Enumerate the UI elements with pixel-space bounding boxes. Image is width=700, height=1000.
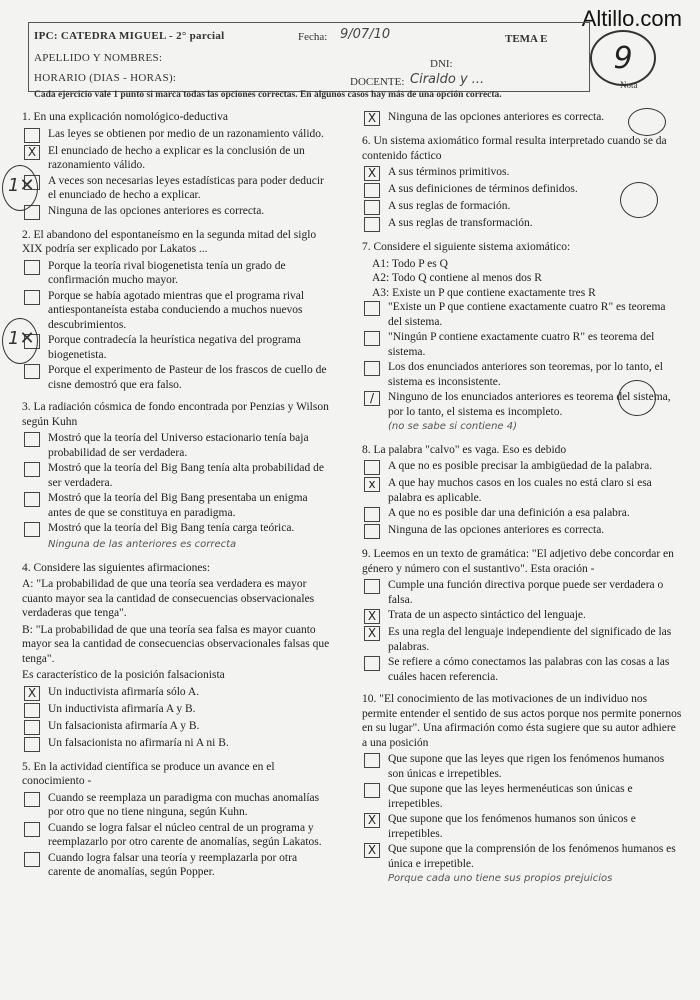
answer-option (362, 506, 682, 522)
answer-checkbox[interactable]: X (364, 626, 380, 641)
answer-option-text: Cuando se reemplaza un paradigma con muchas anomalías por otro que no tiene ninguna, según Kuhn. (48, 791, 320, 818)
question-stem: 4. Considere las siguientes afirmaciones: (22, 561, 211, 574)
answer-option-text: Es una regla del lenguaje independiente del significado de las palabras. (388, 626, 672, 653)
answer-option-text: A veces son necesarias leyes estadísticas para poder deducir el enunciado de hecho a explicar. (48, 174, 324, 201)
statement: Es característico de la posición falsacionista (22, 669, 225, 681)
watermark: Altillo.com (581, 6, 682, 31)
answer-option-text: Un falsacionista afirmaría A y B. (48, 719, 200, 732)
handwritten-note: Ninguna de las anteriores es correcta (48, 539, 237, 550)
fecha-label: Fecha: (298, 31, 328, 43)
answer-option (22, 736, 332, 752)
header-title: IPC: CATEDRA MIGUEL - 2° parcial (34, 30, 225, 42)
question (362, 443, 682, 540)
axiom-list (362, 257, 682, 301)
answer-option (22, 521, 332, 537)
wrong-mark-q2-text: 1✕ (8, 328, 35, 349)
apellido-label: APELLIDO Y NOMBRES: (34, 52, 163, 64)
answer-checkbox[interactable] (24, 720, 40, 735)
answer-option (362, 812, 682, 841)
answer-option-text: Los dos enunciados anteriores son teoremas, por lo tanto, el sistema es inconsistente. (388, 361, 663, 388)
answer-checkbox[interactable]: X (364, 609, 380, 624)
statement: B: "La probabilidad de que una teoría sea falsa es mayor cuanto mayor sea la cantidad de consecuencias observacionales falsas que tenga". (22, 623, 330, 665)
answer-option (22, 204, 332, 220)
axiom: A1: Todo P es Q (372, 257, 448, 270)
answer-option-text: Mostró que la teoría del Big Bang tenía carga teórica. (48, 522, 295, 534)
question-stem: 1. En una explicación nomológico-deductiva (22, 111, 228, 123)
answer-option (362, 782, 682, 811)
answer-option (362, 578, 682, 607)
question (22, 400, 332, 553)
nota-label: Nota (620, 80, 638, 90)
answer-option (22, 685, 332, 701)
answer-option (22, 461, 332, 490)
answer-option-text: Se refiere a cómo conectamos las palabras con las cosas a las cuáles hacen referencia. (388, 656, 670, 683)
answer-checkbox[interactable] (364, 783, 380, 798)
docente-value: Ciraldo y ... (410, 72, 485, 87)
answer-option-text: A sus términos primitivos. (388, 166, 510, 178)
answer-option-text: Un inductivista afirmaría sólo A. (48, 685, 200, 698)
answer-option-text: Un inductivista afirmaría A y B. (48, 702, 196, 715)
answer-checkbox[interactable] (24, 128, 40, 143)
answer-option (362, 330, 682, 359)
answer-checkbox[interactable] (24, 364, 40, 379)
answer-option-text: A que no es posible precisar la ambigüedad de la palabra. (388, 460, 653, 472)
answer-option (362, 842, 682, 871)
answer-checkbox[interactable] (24, 852, 40, 867)
answer-option (362, 476, 682, 505)
handwritten-note: Porque cada uno tiene sus propios prejuicios (388, 873, 613, 884)
axiom: A2: Todo Q contiene al menos dos R (372, 272, 542, 284)
question-stem: 3. La radiación cósmica de fondo encontrada por Penzias y Wilson según Kuhn (22, 401, 329, 428)
answer-option (362, 625, 682, 654)
answer-option (362, 608, 682, 624)
question-stem: 10. "El conocimiento de las motivaciones de un individuo nos permite entender el sentido de sus actos porque nos permite ponernos en su lugar". Una afirmación como ésta sugiere que su autor adhiere a una posición (362, 693, 682, 749)
answer-option-text: Ninguna de las opciones anteriores es correcta. (48, 204, 265, 217)
answer-option-text: Mostró que la teoría del Big Bang presentaba un enigma antes de que se constituya en paradigma. (48, 492, 308, 519)
answer-option-text: Porque el experimento de Pasteur de los frascos de cuello de cisne demostró que era falso. (48, 364, 327, 391)
answer-checkbox[interactable] (364, 301, 380, 316)
answer-option (362, 655, 682, 684)
answer-option-text: Trata de un aspecto sintáctico del lenguaje. (388, 609, 586, 621)
answer-option (22, 127, 332, 143)
answer-option-text: Que supone que las leyes hermenéuticas son únicas e irrepetibles. (388, 783, 633, 810)
answer-checkbox[interactable]: X (364, 111, 380, 126)
answer-option-text: Mostró que la teoría del Universo estacionario tenía baja probabilidad de ser verdadera. (48, 432, 309, 459)
answer-option (22, 702, 332, 718)
answer-checkbox[interactable] (364, 656, 380, 671)
answer-option-text: Cuando logra falsar una teoría y reemplazarla por otra carente de anomalías, según Popper. (48, 851, 298, 878)
answer-option (362, 300, 682, 329)
question-stem: 2. El abandono del espontaneísmo en la segunda mitad del siglo XIX podría ser explicado por Lakatos ... (22, 228, 317, 255)
right-mark-top (628, 108, 666, 136)
answer-checkbox[interactable] (364, 183, 380, 198)
question (362, 547, 682, 684)
question (362, 692, 682, 887)
answer-option-text: A que hay muchos casos en los cuales no está claro si esa palabra es aplicable. (388, 477, 652, 504)
answer-option-text: Cumple una función directiva porque puede ser verdadera o falsa. (388, 579, 664, 606)
answer-checkbox[interactable] (364, 753, 380, 768)
answer-option (22, 363, 332, 392)
question-stem: 5. En la actividad científica se produce un avance en el conocimiento - (22, 760, 275, 787)
answer-option-text: "Ningún P contiene exactamente cuatro R" es teorema del sistema. (388, 331, 655, 358)
answer-option (22, 719, 332, 735)
answer-option (22, 259, 332, 288)
answer-checkbox[interactable]: X (364, 813, 380, 828)
question (22, 228, 332, 393)
answer-option (22, 289, 332, 333)
tema-label: TEMA E (505, 33, 548, 45)
answer-option (22, 144, 332, 173)
answer-checkbox[interactable] (24, 290, 40, 305)
answer-option-text: Porque la teoría rival biogenetista tenía un grado de confirmación mucho mayor. (48, 259, 286, 286)
answer-checkbox[interactable] (24, 737, 40, 752)
answer-checkbox[interactable]: X (364, 166, 380, 181)
answer-option-text: A sus reglas de formación. (388, 200, 511, 212)
dni-label: DNI: (430, 58, 453, 70)
answer-checkbox[interactable] (24, 522, 40, 537)
answer-option-text: Cuando se logra falsar el núcleo central de un programa y reemplazarlo por otro carente de anomalías, según Lakatos. (48, 821, 322, 848)
answer-checkbox[interactable]: X (24, 145, 40, 160)
answer-checkbox[interactable] (364, 460, 380, 475)
answer-option (362, 459, 682, 475)
question-stem: 6. Un sistema axiomático formal resulta interpretado cuando se da contenido fáctico (362, 135, 667, 162)
answer-checkbox[interactable] (364, 579, 380, 594)
answer-checkbox[interactable] (24, 703, 40, 718)
answer-option (22, 851, 332, 880)
question (22, 110, 332, 220)
answer-option-text: El enunciado de hecho a explicar es la conclusión de un razonamiento válido. (48, 144, 305, 171)
answer-option (22, 174, 332, 203)
answer-option-text: Ninguna de las opciones anteriores es correcta. (388, 111, 605, 123)
answer-option-text: "Existe un P que contiene exactamente cuatro R" es teorema del sistema. (388, 301, 666, 328)
answer-option (22, 821, 332, 850)
answer-option (22, 491, 332, 520)
answer-option (362, 752, 682, 781)
question-stem: 8. La palabra "calvo" es vaga. Eso es debido (362, 443, 567, 456)
answer-checkbox[interactable] (24, 432, 40, 447)
answer-checkbox[interactable]: / (364, 391, 380, 406)
handwritten-note: (no se sabe si contiene 4) (388, 421, 517, 432)
right-mark-q7 (618, 380, 656, 416)
answer-option-text: Porque se había agotado mientras que el programa rival antiespontaneísta estaba conduciendo a muchos nuevos descubrimientos. (48, 289, 305, 331)
right-mark-q6 (620, 182, 658, 218)
instructions: Cada ejercicio vale 1 punto si marca todas las opciones correctas. En algunos casos hay más de una opción correcta. (34, 90, 502, 100)
question-stem: 7. Considere el siguiente sistema axiomático: (362, 241, 571, 253)
answer-checkbox[interactable] (364, 217, 380, 232)
horario-label: HORARIO (DIAS - HORAS): (34, 72, 177, 84)
answer-option-text: Que supone que los fenómenos humanos son únicos e irrepetibles. (388, 813, 636, 840)
answer-option-text: Porque contradecía la heurística negativa del programa biogenetista. (48, 334, 301, 361)
answer-option-text: Que supone que las leyes que rigen los fenómenos humanos son únicas e irrepetibles. (388, 753, 665, 780)
axiom: A3: Existe un P que contiene exactamente tres R (372, 286, 596, 299)
answer-option (22, 431, 332, 460)
answer-checkbox[interactable] (364, 507, 380, 522)
answer-checkbox[interactable] (24, 822, 40, 837)
answer-checkbox[interactable]: X (24, 686, 40, 701)
answer-checkbox[interactable]: X (364, 843, 380, 858)
grade-circle: 9 (590, 30, 656, 86)
answer-option-text: Las leyes se obtienen por medio de un razonamiento válido. (48, 127, 324, 140)
wrong-mark-q1-text: 1✕ (8, 175, 35, 196)
answer-option (362, 216, 682, 232)
answer-option-text: Mostró que la teoría del Big Bang tenía alta probabilidad de ser verdadera. (48, 462, 324, 489)
answer-checkbox[interactable] (24, 462, 40, 477)
answer-checkbox[interactable] (24, 792, 40, 807)
right-column (362, 110, 682, 895)
docente-label: DOCENTE: (350, 76, 405, 88)
answer-option-text: A sus definiciones de términos definidos. (388, 183, 578, 195)
answer-option-text: A que no es posible dar una definición a esa palabra. (388, 507, 630, 519)
answer-option (22, 791, 332, 820)
question-stem: 9. Leemos en un texto de gramática: "El adjetivo debe concordar en género y número con el sustantivo". Esta oración - (362, 548, 674, 575)
answer-option-text: Que supone que la comprensión de los fenómenos humanos es única e irrepetible. (388, 843, 676, 870)
answer-checkbox[interactable] (24, 492, 40, 507)
answer-option (362, 523, 682, 539)
answer-checkbox[interactable] (364, 524, 380, 539)
left-column (22, 110, 332, 888)
answer-checkbox[interactable] (364, 331, 380, 346)
answer-checkbox[interactable] (364, 361, 380, 376)
fecha-value: 9/07/10 (340, 27, 391, 42)
answer-checkbox[interactable]: x (364, 477, 380, 492)
answer-option-text: A sus reglas de transformación. (388, 217, 533, 229)
answer-option-text: Ninguno de los enunciados anteriores es teorema del sistema, por lo tanto, el sistema es incompleto. (388, 391, 671, 418)
answer-option (362, 165, 682, 181)
answer-option-text: Un falsacionista no afirmaría ni A ni B. (48, 736, 229, 749)
answer-option-text: Ninguna de las opciones anteriores es correcta. (388, 524, 605, 536)
answer-checkbox[interactable] (364, 200, 380, 215)
statement: A: "La probabilidad de que una teoría sea verdadera es mayor cuanto mayor sea la cantidad de consecuencias observacionales verdaderas que tenga". (22, 578, 315, 619)
answer-option (22, 333, 332, 362)
question (22, 561, 332, 752)
question (22, 760, 332, 880)
answer-checkbox[interactable] (24, 260, 40, 275)
